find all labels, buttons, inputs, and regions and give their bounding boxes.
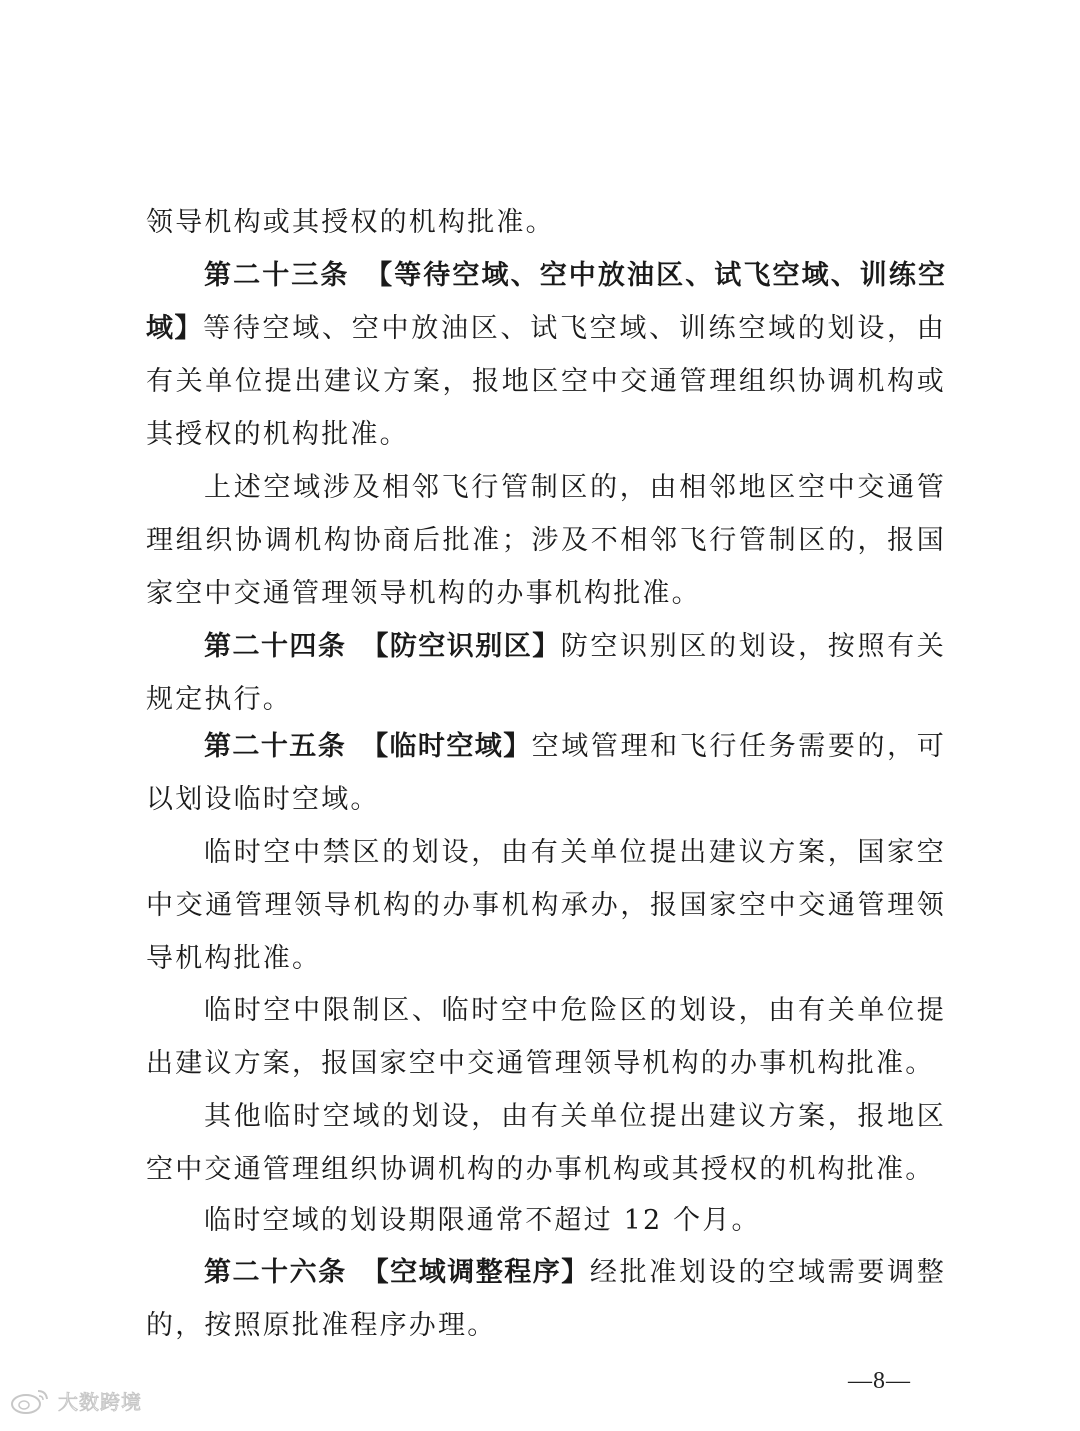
watermark <box>10 1386 142 1415</box>
paragraph-article-24 <box>146 620 946 726</box>
article-heading: 第二十五条 【临时空域】 <box>204 731 532 762</box>
paragraph-article-25 <box>146 720 946 826</box>
paragraph-article-26 <box>146 1246 946 1352</box>
paragraph-text: 经批准划设的空域需要调整的，按照原批准程序办理。 <box>146 1257 947 1341</box>
paragraph-3 <box>146 461 946 620</box>
paragraph-9 <box>146 1194 946 1247</box>
paragraph-7 <box>146 984 946 1090</box>
paragraph-text: 上述空域涉及相邻飞行管制区的，由相邻地区空中交通管理组织协调机构协商后批准；涉及不相邻飞行管制区的，报国家空中交通管理领导机构的办事机构批准。 <box>146 472 946 609</box>
weibo-logo-icon <box>10 1387 52 1415</box>
paragraph-text: 空域管理和飞行任务需要的，可以划设临时空域。 <box>146 731 946 815</box>
paragraph-text: 临时空中禁区的划设，由有关单位提出建议方案，国家空中交通管理领导机构的办事机构承办，报国家空中交通管理领导机构批准。 <box>146 837 946 974</box>
paragraph-article-23 <box>146 249 946 461</box>
paragraph-text: 领导机构或其授权的机构批准。 <box>146 207 555 238</box>
watermark-text: 大数跨境 <box>58 1390 142 1414</box>
page-number: —8— <box>848 1368 911 1394</box>
paragraph-text: 临时空中限制区、临时空中危险区的划设，由有关单位提出建议方案，报国家空中交通管理领导机构的办事机构批准。 <box>146 995 946 1079</box>
paragraph-text: 等待空域、空中放油区、试飞空域、训练空域的划设，由有关单位提出建议方案，报地区空中交通管理组织协调机构或其授权的机构批准。 <box>146 313 946 450</box>
article-heading: 第二十三条 【等待空域、空中放油区、试飞空域、训练空域】 <box>146 260 946 344</box>
paragraph-text: 其他临时空域的划设，由有关单位提出建议方案，报地区空中交通管理组织协调机构的办事机构或其授权的机构批准。 <box>146 1101 946 1185</box>
paragraph-8 <box>146 1090 946 1196</box>
paragraph-1 <box>146 196 946 249</box>
paragraph-text: 临时空域的划设期限通常不超过 12 个月。 <box>204 1205 761 1236</box>
article-heading: 第二十六条 【空域调整程序】 <box>204 1257 590 1288</box>
paragraph-6 <box>146 826 946 985</box>
paragraph-text: 防空识别区的划设，按照有关规定执行。 <box>146 631 946 715</box>
article-heading: 第二十四条 【防空识别区】 <box>204 631 561 662</box>
